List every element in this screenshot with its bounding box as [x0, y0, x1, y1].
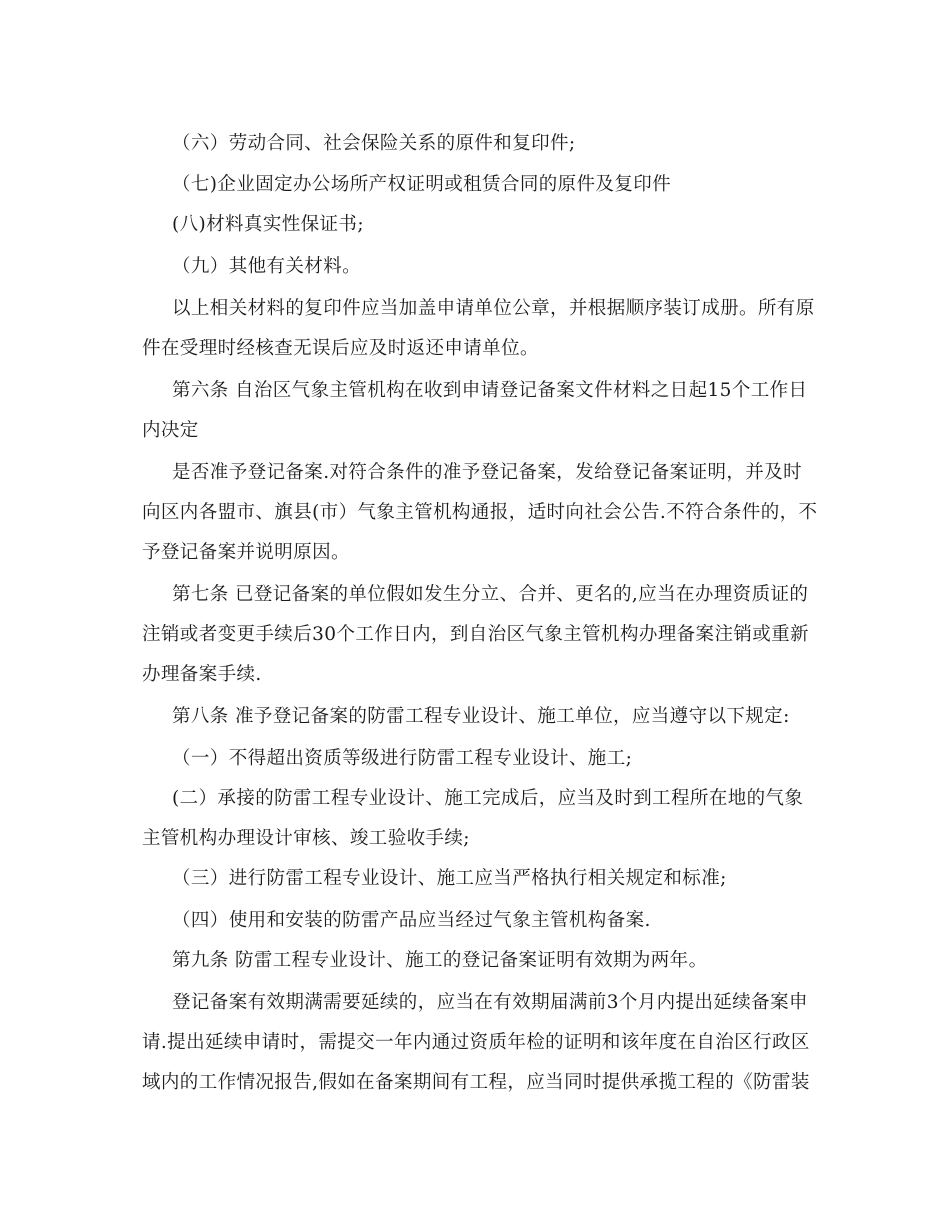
- text-line-13: 注销或者变更手续后30个工作日内，到自治区气象主管机构办理备案注销或重新: [142, 624, 809, 645]
- text-line-14: 办理备案手续.: [142, 664, 262, 685]
- text-line-8: 内决定: [142, 420, 199, 441]
- text-line-4: （九）其他有关材料。: [172, 256, 362, 277]
- text-line-24: 域内的工作情况报告,假如在备案期间有工程，应当同时提供承揽工程的《防雷装: [142, 1072, 810, 1093]
- text-line-9: 是否准予登记备案.对符合条件的准予登记备案，发给登记备案证明，并及时: [172, 462, 802, 483]
- text-line-18: 主管机构办理设计审核、竣工验收手续;: [142, 828, 470, 849]
- text-line-17: (二）承接的防雷工程专业设计、施工完成后，应当及时到工程所在地的气象: [172, 788, 804, 809]
- text-line-3: (八)材料真实性保证书;: [172, 214, 364, 235]
- text-line-10: 向区内各盟市、旗县(市）气象主管机构通报，适时向社会公告.不符合条件的，不: [142, 502, 818, 523]
- text-line-5: 以上相关材料的复印件应当加盖申请单位公章，并根据顺序装订成册。所有原: [172, 298, 815, 319]
- text-line-11: 予登记备案并说明原因。: [142, 542, 350, 563]
- text-line-2: （七)企业固定办公场所产权证明或租赁合同的原件及复印件: [172, 174, 672, 195]
- text-line-23: 请.提出延续申请时，需提交一年内通过资质年检的证明和该年度在自治区行政区: [142, 1032, 810, 1053]
- text-line-16: （一）不得超出资质等级进行防雷工程专业设计、施工;: [172, 748, 633, 769]
- text-line-19: （三）进行防雷工程专业设计、施工应当严格执行相关规定和标准;: [172, 868, 727, 889]
- text-line-21: 第九条 防雷工程专业设计、施工的登记备案证明有效期为两年。: [172, 950, 708, 971]
- text-line-1: （六）劳动合同、社会保险关系的原件和复印件;: [172, 133, 576, 154]
- text-line-12: 第七条 已登记备案的单位假如发生分立、合并、更名的,应当在办理资质证的: [172, 584, 809, 605]
- text-line-20: （四）使用和安装的防雷产品应当经过气象主管机构备案.: [172, 910, 651, 931]
- text-line-6: 件在受理时经核查无误后应及时返还申请单位。: [142, 338, 539, 359]
- text-line-22: 登记备案有效期满需要延续的，应当在有效期届满前3个月内提出延续备案申: [172, 992, 808, 1013]
- text-line-15: 第八条 准予登记备案的防雷工程专业设计、施工单位，应当遵守以下规定:: [172, 706, 790, 727]
- text-line-7: 第六条 自治区气象主管机构在收到申请登记备案文件材料之日起15个工作日: [172, 380, 808, 401]
